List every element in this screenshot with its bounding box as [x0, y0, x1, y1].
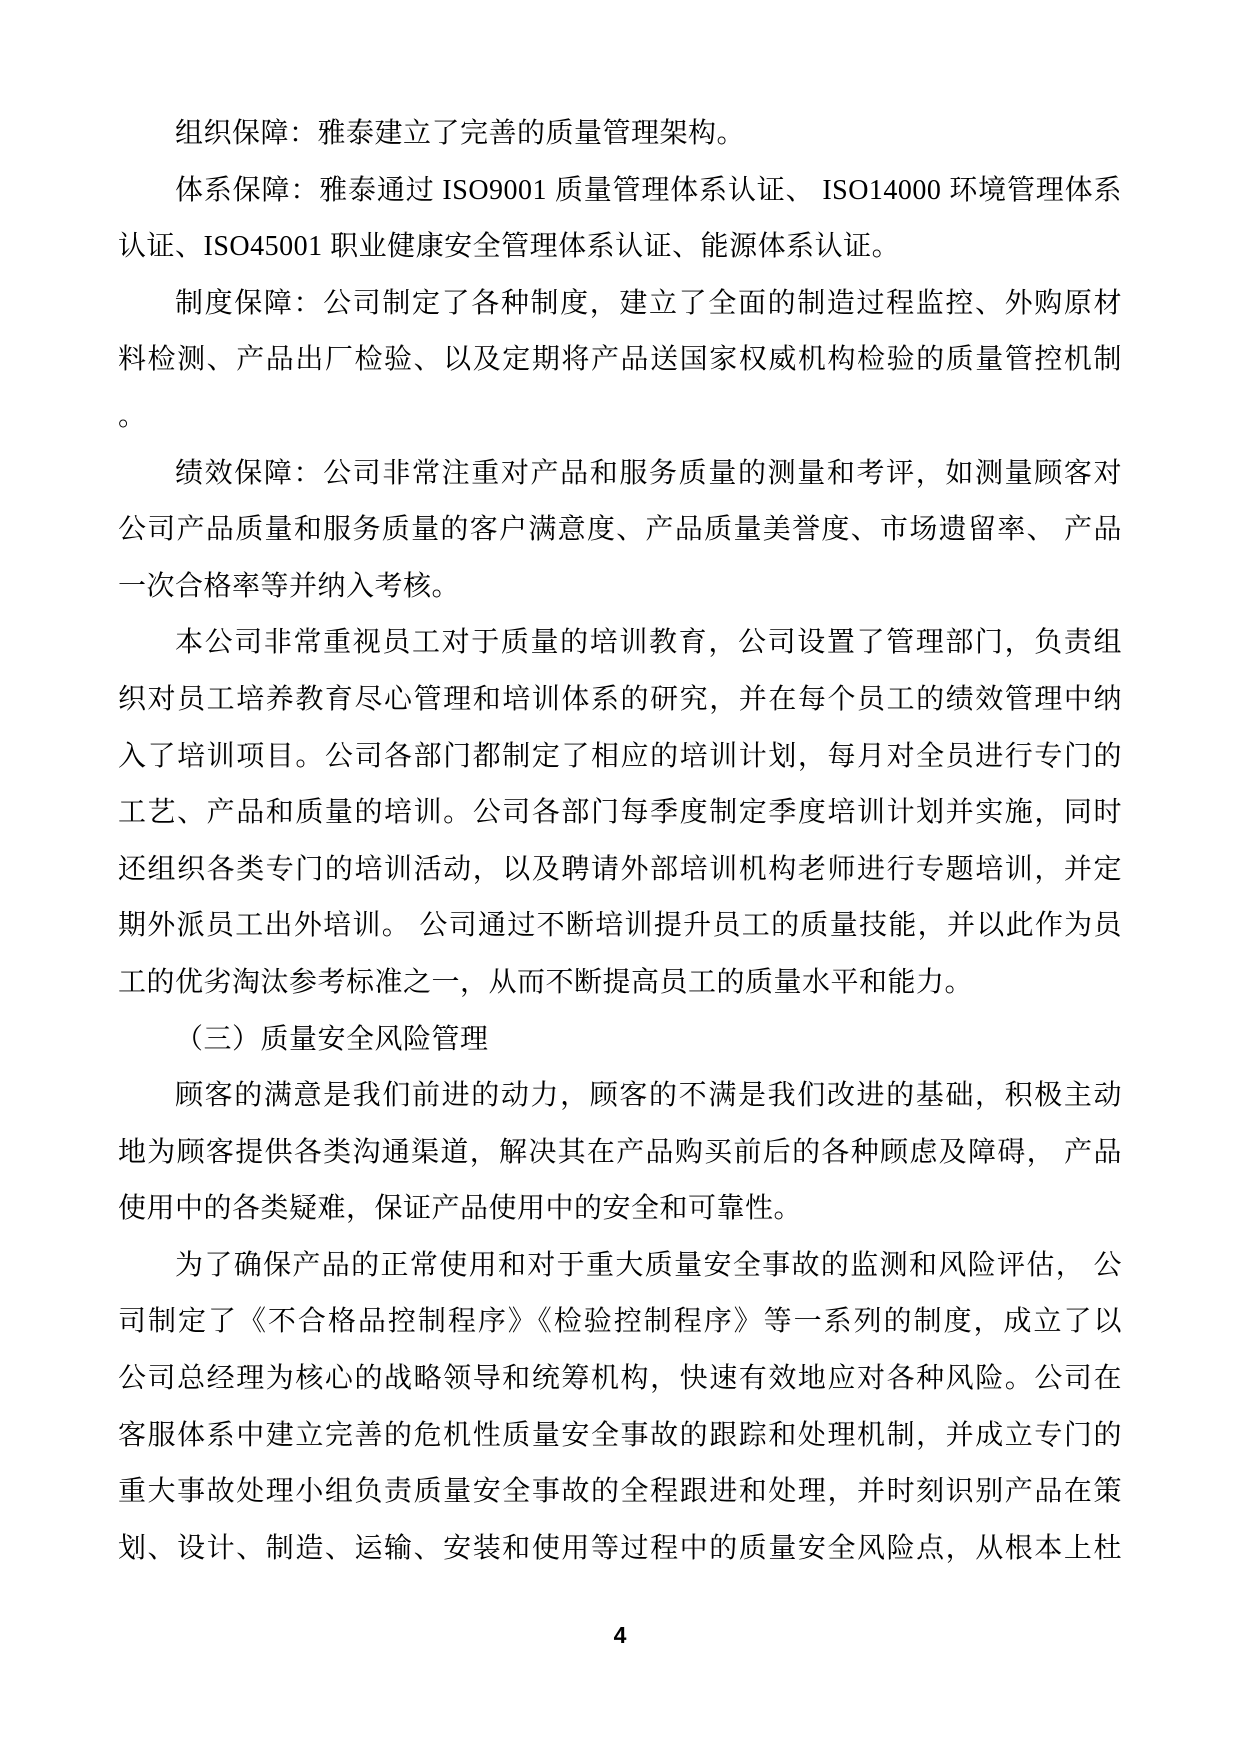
text-line: 认证、ISO45001 职业健康安全管理体系认证、能源体系认证。: [118, 231, 901, 263]
text-line: 本公司非常重视员工对于质量的培训教育，公司设置了管理部门，负责组: [175, 627, 1122, 659]
text-line: 入了培训项目。公司各部门都制定了相应的培训计划，每月对全员进行专门的: [118, 740, 1122, 772]
text-line: 客服体系中建立完善的危机性质量安全事故的跟踪和处理机制，并成立专门的: [118, 1419, 1122, 1451]
text-line: 体系保障：雅泰通过 ISO9001 质量管理体系认证、 ISO14000 环境管理体系: [175, 174, 1122, 206]
document-body: [118, 106, 1122, 1577]
text-line: 为了确保产品的正常使用和对于重大质量安全事故的监测和风险评估， 公: [175, 1249, 1122, 1281]
text-line: 地为顾客提供各类沟通渠道，解决其在产品购买前后的各种顾虑及障碍， 产品: [118, 1136, 1122, 1168]
text-line: 公司总经理为核心的战略领导和统筹机构，快速有效地应对各种风险。公司在: [118, 1363, 1122, 1395]
text-line: 顾客的满意是我们前进的动力，顾客的不满是我们改进的基础，积极主动: [175, 1080, 1122, 1112]
text-line: 还组织各类专门的培训活动，以及聘请外部培训机构老师进行专题培训，并定: [118, 853, 1122, 885]
text-line: 划、设计、制造、运输、安装和使用等过程中的质量安全风险点，从根本上杜: [118, 1532, 1122, 1564]
text-line: 料检测、产品出厂检验、以及定期将产品送国家权威机构检验的质量管控机制: [118, 344, 1122, 376]
text-line: 工的优劣淘汰参考标准之一，从而不断提高员工的质量水平和能力。: [118, 966, 974, 998]
text-line: 一次合格率等并纳入考核。: [118, 570, 461, 602]
text-line: 重大事故处理小组负责质量安全事故的全程跟进和处理，并时刻识别产品在策: [118, 1476, 1122, 1508]
page-number: 4: [613, 1622, 627, 1648]
text-line: 织对员工培养教育尽心管理和培训体系的研究，并在每个员工的绩效管理中纳: [118, 683, 1122, 715]
text-line: 。: [118, 400, 147, 432]
text-line: 制度保障：公司制定了各种制度，建立了全面的制造过程监控、外购原材: [175, 287, 1122, 319]
text-line: 司制定了《不合格品控制程序》《检验控制程序》等一系列的制度，成立了以: [118, 1306, 1122, 1338]
text-line: （三）质量安全风险管理: [175, 1023, 489, 1055]
text-line: 绩效保障：公司非常注重对产品和服务质量的测量和考评，如测量顾客对: [175, 457, 1122, 489]
text-line: 使用中的各类疑难，保证产品使用中的安全和可靠性。: [118, 1193, 803, 1225]
text-line: 工艺、产品和质量的培训。公司各部门每季度制定季度培训计划并实施，同时: [118, 797, 1122, 829]
text-line: 期外派员工出外培训。 公司通过不断培训提升员工的质量技能，并以此作为员: [118, 910, 1122, 942]
text-line: 公司产品质量和服务质量的客户满意度、产品质量美誉度、市场遗留率、 产品: [118, 514, 1122, 546]
text-line: 组织保障：雅泰建立了完善的质量管理架构。: [175, 118, 746, 149]
